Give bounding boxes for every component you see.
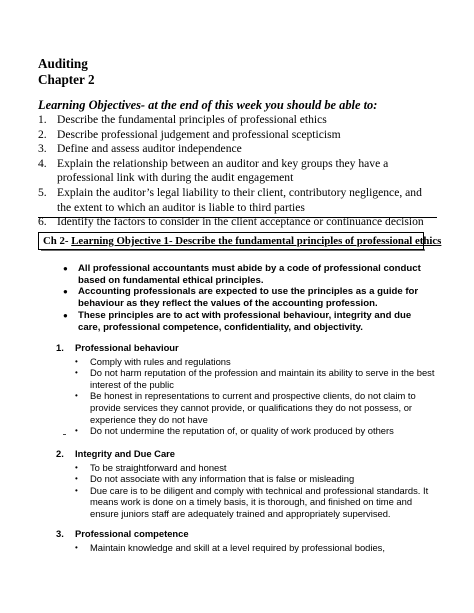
section-number: 3. bbox=[56, 528, 64, 539]
intro-item bbox=[60, 310, 430, 333]
intro-item bbox=[60, 263, 430, 286]
bullet-icon: • bbox=[75, 462, 78, 472]
bullet-icon: • bbox=[75, 485, 78, 495]
section-bullets bbox=[56, 356, 436, 437]
learning-objectives-heading: Learning Objectives- at the end of this week you should be able to: bbox=[38, 98, 378, 112]
section-title: Professional behaviour bbox=[75, 342, 179, 353]
horizontal-divider bbox=[38, 217, 437, 218]
section-heading bbox=[56, 528, 436, 540]
list-item-text: Do not undermine the reputation of, or quality of work produced by others bbox=[90, 425, 394, 437]
bullet-icon: • bbox=[75, 356, 78, 366]
bullet-icon: • bbox=[75, 368, 78, 378]
objective-callout-box bbox=[38, 232, 442, 250]
chapter-heading: Chapter 2 bbox=[38, 72, 95, 87]
list-item-text: Do not harm reputation of the profession and maintain its ability to serve in the best interest of the public bbox=[90, 367, 435, 390]
bullet-icon: • bbox=[75, 426, 78, 436]
section-number: 1. bbox=[56, 342, 64, 353]
bullet-icon: ● bbox=[63, 264, 68, 273]
intro-text: All professional accountants must abide by a code of professional conduct based on fundamental ethical principles. bbox=[78, 263, 421, 286]
bullet-icon: • bbox=[75, 542, 78, 552]
list-item bbox=[56, 367, 436, 390]
bullet-icon: • bbox=[75, 391, 78, 401]
section-professional-competence bbox=[56, 528, 436, 553]
document-title: Auditing bbox=[38, 56, 88, 71]
callout-text bbox=[43, 234, 441, 248]
list-item-text: Comply with rules and regulations bbox=[90, 355, 231, 367]
objective-number: 5. bbox=[38, 185, 47, 199]
list-item bbox=[56, 542, 436, 554]
bullet-icon: ● bbox=[63, 310, 68, 320]
intro-text: These principles are to act with professional behaviour, integrity and due care, professional competence, confidentiality, and objectivity. bbox=[78, 309, 412, 333]
section-bullets bbox=[56, 542, 436, 554]
list-item bbox=[56, 462, 436, 474]
list-item bbox=[56, 485, 436, 520]
objective-text: Identify the factors to consider in the client acceptance or continuance decision bbox=[57, 215, 424, 229]
section-number: 2. bbox=[56, 448, 64, 459]
section-heading bbox=[56, 448, 436, 460]
bullet-icon: • bbox=[75, 474, 78, 484]
list-item bbox=[56, 356, 436, 368]
list-item bbox=[56, 425, 436, 437]
objective-number: 2. bbox=[38, 127, 47, 141]
objective-number: 6. bbox=[38, 215, 47, 229]
intro-text: Accounting professionals are expected to use the principles as a guide for behaviour as they reflect the values of the accounting profession. bbox=[78, 286, 419, 310]
objective-item bbox=[38, 142, 438, 157]
list-item-text: Be honest in representations to current and prospective clients, do not claim to provide services they cannot provide, or qualifications they do not possess, or experience they do not have bbox=[90, 390, 416, 425]
objective-number: 3. bbox=[38, 142, 47, 156]
objective-text: Describe the fundamental principles of professional ethics bbox=[57, 113, 327, 126]
objective-item bbox=[38, 113, 438, 128]
objective-item bbox=[38, 157, 438, 186]
stray-mark bbox=[63, 434, 66, 435]
objective-number: 1. bbox=[38, 113, 47, 126]
section-integrity-due-care bbox=[56, 448, 436, 520]
intro-item bbox=[60, 286, 430, 309]
learning-objectives-list bbox=[38, 113, 438, 230]
objective-text: Describe professional judgement and professional scepticism bbox=[57, 127, 341, 141]
objective-item bbox=[38, 128, 438, 143]
objective-text: Explain the auditor’s legal liability to their client, contributory negligence, and the extent to which an auditor is liable to third parties bbox=[57, 185, 422, 214]
section-title: Integrity and Due Care bbox=[75, 448, 176, 459]
objective-text: Explain the relationship between an auditor and key groups they have a professional link with during the audit engagement bbox=[57, 156, 389, 185]
section-heading bbox=[56, 342, 436, 354]
section-title: Professional competence bbox=[75, 528, 189, 539]
objective-text: Define and assess auditor independence bbox=[57, 142, 242, 156]
list-item-text: Do not associate with any information that is false or misleading bbox=[90, 473, 355, 485]
section-professional-behaviour bbox=[56, 342, 436, 437]
callout-prefix: Ch 2- bbox=[43, 235, 72, 247]
callout-title: Learning Objective 1- Describe the fundamental principles of professional ethics bbox=[71, 235, 442, 247]
objective-number: 4. bbox=[38, 156, 47, 170]
list-item bbox=[56, 473, 436, 485]
list-item bbox=[56, 390, 436, 425]
section-bullets bbox=[56, 462, 436, 520]
list-item-text: Maintain knowledge and skill at a level required by professional bodies, bbox=[90, 541, 385, 553]
list-item-text: To be straightforward and honest bbox=[90, 461, 227, 473]
intro-bullets bbox=[60, 263, 430, 333]
bullet-icon: ● bbox=[63, 287, 68, 297]
list-item-text: Due care is to be diligent and comply with technical and professional standards. It means work is done on a timely basis, it is thorough, and finished on time and ensure juniors staff are adequately trained and appropriately supervised. bbox=[90, 484, 429, 519]
objective-item bbox=[38, 186, 438, 215]
